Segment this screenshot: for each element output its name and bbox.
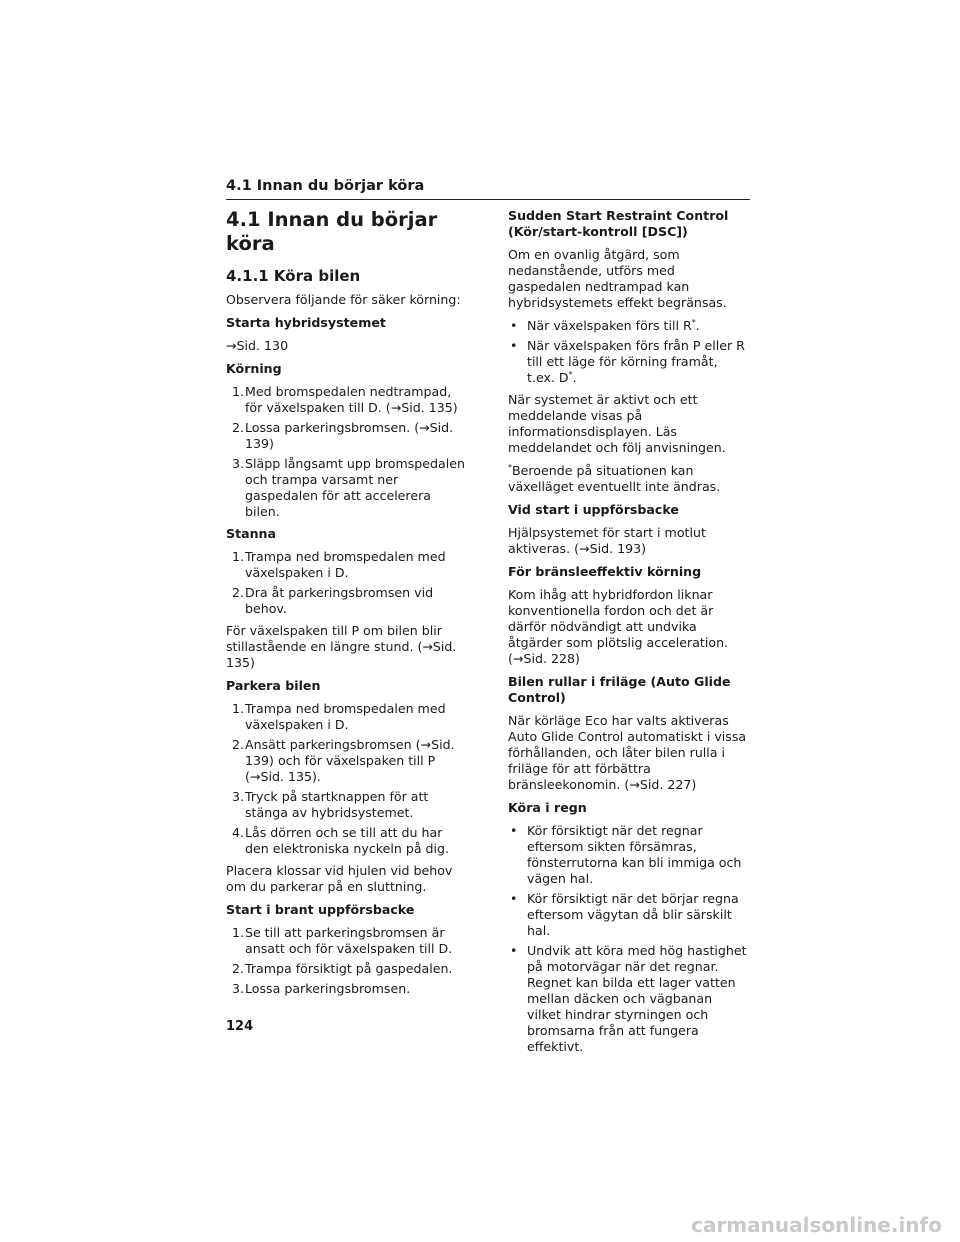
driving-heading: Körning [226, 361, 282, 376]
step-number: 1. [232, 384, 245, 399]
step-text: Tryck på startknappen för att stänga av hybridsystemet. [245, 789, 429, 820]
bullet-text: När växelspaken förs till R [527, 318, 692, 333]
step-number: 1. [232, 549, 245, 564]
bullet-icon: • [510, 823, 518, 838]
step-number: 3. [232, 789, 245, 804]
right-column [508, 208, 748, 1061]
list-item [508, 943, 748, 1055]
list-item [508, 318, 748, 334]
step-number: 2. [232, 961, 245, 976]
step-number: 3. [232, 456, 245, 471]
list-item [226, 701, 466, 733]
section-title: 4.1 Innan du börjar köra [226, 208, 438, 255]
period: . [695, 318, 700, 333]
start-hybrid-ref: →Sid. 130 [226, 338, 289, 353]
step-number: 2. [232, 420, 245, 435]
start-hybrid-heading: Starta hybridsystemet [226, 315, 386, 330]
park-heading: Parkera bilen [226, 678, 321, 693]
step-text: Med bromspedalen nedtrampad, för växelspaken till D. (→Sid. 135) [245, 384, 458, 415]
list-item [508, 823, 748, 887]
step-text: Trampa ned bromspedalen med växelspaken i D. [245, 549, 446, 580]
list-item [226, 737, 466, 785]
asterisk-mark: * [568, 369, 573, 379]
dsc-footnote [508, 463, 748, 495]
steep-start-heading: Start i brant uppförsbacke [226, 902, 415, 917]
step-text: Se till att parkeringsbromsen är ansatt och för växelspaken till D. [245, 925, 453, 956]
intro-text: Observera följande för säker körning: [226, 292, 461, 307]
bullet-icon: • [510, 891, 518, 906]
glide-heading: Bilen rullar i friläge (Auto Glide Control) [508, 674, 731, 705]
list-item [226, 925, 466, 957]
step-number: 2. [232, 585, 245, 600]
dsc-intro: Om en ovanlig åtgärd, som nedanstående, utförs med gaspedalen nedtrampad kan hybridsystemets effekt begränsas. [508, 247, 727, 310]
step-number: 1. [232, 701, 245, 716]
header-rule [226, 199, 750, 200]
list-item [226, 549, 466, 581]
rain-bullets [508, 823, 748, 1055]
footnote-text: Beroende på situationen kan växelläget eventuellt inte ändras. [508, 463, 721, 494]
eco-text: Kom ihåg att hybridfordon liknar konventionella fordon och det är därför nödvändigt att undvika åtgärder som plötslig acceleration. (→Sid. 228) [508, 587, 729, 666]
step-number: 3. [232, 981, 245, 996]
list-item [508, 338, 748, 386]
bullet-text: Kör försiktigt när det regnar eftersom sikten försämras, fönsterrutorna kan bli immiga och vägen hal. [527, 823, 742, 886]
stop-heading: Stanna [226, 526, 277, 541]
list-item [226, 420, 466, 452]
step-text: Lossa parkeringsbromsen. [245, 981, 411, 996]
list-item [226, 789, 466, 821]
step-text: Trampa ned bromspedalen med växelspaken i D. [245, 701, 446, 732]
eco-heading: För bränsleeffektiv körning [508, 564, 702, 579]
list-item [508, 891, 748, 939]
list-item [226, 981, 466, 997]
driving-steps [226, 384, 466, 520]
dsc-bullets [508, 318, 748, 386]
left-column [226, 208, 466, 1003]
stop-steps [226, 549, 466, 617]
rain-heading: Köra i regn [508, 800, 587, 815]
list-item [226, 825, 466, 857]
step-text: Släpp långsamt upp bromspedalen och trampa varsamt ner gaspedalen för att accelerera bilen. [245, 456, 465, 519]
subsection-title: 4.1.1 Köra bilen [226, 267, 361, 285]
park-note: Placera klossar vid hjulen vid behov om du parkerar på en sluttning. [226, 863, 453, 894]
list-item [226, 384, 466, 416]
bullet-icon: • [510, 338, 518, 353]
asterisk-mark: * [691, 317, 696, 327]
watermark: carmanualsonline.info [691, 1213, 942, 1237]
hill-text: Hjälpsystemet för start i motlut aktiveras. (→Sid. 193) [508, 525, 706, 556]
dsc-heading: Sudden Start Restraint Control (Kör/start-kontroll [DSC]) [508, 208, 729, 239]
list-item [226, 961, 466, 977]
step-number: 4. [232, 825, 245, 840]
bullet-text: När växelspaken förs från P eller R till ett läge för körning framåt, t.ex. D [527, 338, 745, 385]
park-steps [226, 701, 466, 857]
step-text: Ansätt parkeringsbromsen (→Sid. 139) och för växelspaken till P (→Sid. 135). [245, 737, 455, 784]
step-number: 2. [232, 737, 245, 752]
period: . [572, 370, 577, 385]
running-header: 4.1 Innan du börjar köra [226, 178, 425, 194]
page-number: 124 [226, 1019, 254, 1034]
list-item [226, 456, 466, 520]
bullet-text: Undvik att köra med hög hastighet på motorvägar när det regnar. Regnet kan bilda ett lager vatten mellan däcken och vägbanan vilket hindrar styrningen och bromsarna från att fungera effektivt. [527, 943, 747, 1054]
steep-start-steps [226, 925, 466, 997]
bullet-text: Kör försiktigt när det börjar regna eftersom vägytan då blir särskilt hal. [527, 891, 739, 938]
stop-note: För växelspaken till P om bilen blir stillastående en längre stund. (→Sid. 135) [226, 623, 457, 670]
dsc-after: När systemet är aktivt och ett meddelande visas på informationsdisplayen. Läs meddelandet och följ anvisningen. [508, 392, 726, 455]
glide-text: När körläge Eco har valts aktiveras Auto Glide Control automatiskt i vissa förhållanden, och låter bilen rulla i friläge för att förbättra bränsleekonomin. (→Sid. 227) [508, 713, 747, 792]
step-text: Dra åt parkeringsbromsen vid behov. [245, 585, 434, 616]
step-text: Lossa parkeringsbromsen. (→Sid. 139) [245, 420, 454, 451]
step-text: Trampa försiktigt på gaspedalen. [245, 961, 453, 976]
list-item [226, 585, 466, 617]
bullet-icon: • [510, 943, 518, 958]
step-text: Lås dörren och se till att du har den elektroniska nyckeln på dig. [245, 825, 450, 856]
bullet-icon: • [510, 318, 518, 333]
step-number: 1. [232, 925, 245, 940]
hill-heading: Vid start i uppförsbacke [508, 502, 679, 517]
asterisk-mark: * [508, 462, 512, 472]
